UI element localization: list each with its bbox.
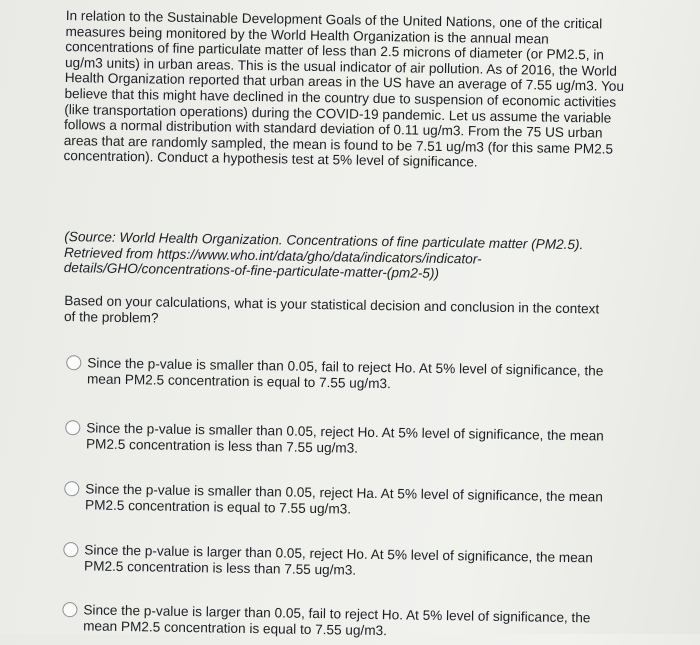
answer-option-5[interactable]: [62, 602, 622, 642]
radio-button-icon[interactable]: [64, 481, 79, 496]
answer-option-4[interactable]: [63, 542, 623, 582]
question-prompt: Based on your calculations, what is your statistical decision and conclusion in the context of the problem?: [63, 293, 600, 326]
radio-button-icon[interactable]: [66, 355, 81, 370]
answer-option-label: Since the p-value is smaller than 0.05, reject Ha. At 5% level of significance, the mean PM2.5 concentration is equal to 7.55 ug/m3.: [84, 481, 603, 517]
problem-statement: In relation to the Sustainable Development Goals of the United Nations, one of the critical measures being monitored by the World Health Organization is the annual mean concentrations of fine particulate matter of less than 2.5 microns of diameter (or PM2.5, in ug/m3 units) in urban areas. This is the usual indicator of air pollution. As of 2016, the World Health Organization reported that urban areas in the US have an average of 7.55 ug/m3. You believe that this might have declined in the country due to suspension of economic activities (like transportation operations) during the COVID-19 pandemic. Let us assume the variable follows a normal distribution with standard deviation of 0.11 ug/m3. From the 75 US urban areas that are randomly sampled, the mean is found to be 7.51 ug/m3 (for this same PM2.5 concentration). Conduct a hypothesis test at 5% level of significance.: [63, 8, 625, 170]
answer-option-label: Since the p-value is smaller than 0.05, fail to reject Ho. At 5% level of significance, the mean PM2.5 concentration is equal to 7.55 ug/m3.: [86, 355, 604, 391]
answer-option-1[interactable]: [66, 355, 626, 395]
answer-option-3[interactable]: [64, 481, 624, 521]
radio-button-icon[interactable]: [63, 542, 78, 557]
answer-option-label: Since the p-value is larger than 0.05, fail to reject Ho. At 5% level of significance, the mean PM2.5 concentration is equal to 7.55 ug/m3.: [83, 602, 591, 638]
answer-option-2[interactable]: [65, 420, 625, 460]
answer-option-label: Since the p-value is larger than 0.05, reject Ho. At 5% level of significance, the mean PM2.5 concentration is less than 7.55 ug/m3.: [84, 542, 593, 578]
radio-button-icon[interactable]: [62, 602, 77, 617]
source-citation: (Source: World Health Organization. Concentrations of fine particulate matter (PM2.5). Retrieved from https://www.who.int/data/gho/data/indicators/indicator-details/GHO/concentrations-of-fine-particulate-matter-(pm2-5)): [63, 229, 584, 282]
radio-button-icon[interactable]: [65, 420, 80, 435]
answer-option-label: Since the p-value is smaller than 0.05, reject Ho. At 5% level of significance, the mean PM2.5 concentration is less than 7.55 ug/m3.: [85, 420, 604, 456]
